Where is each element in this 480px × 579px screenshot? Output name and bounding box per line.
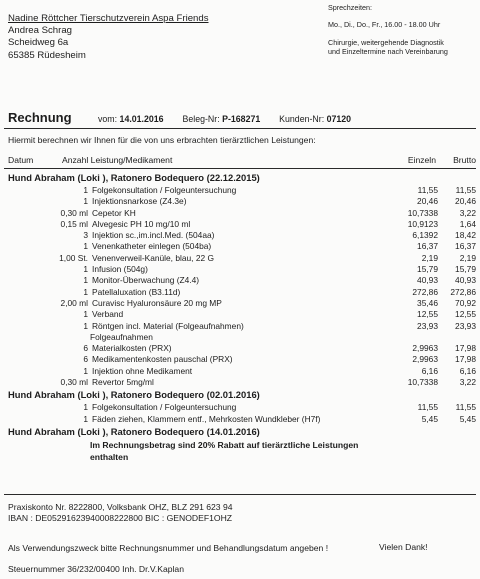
- line-item-single: 10,9123: [407, 218, 438, 229]
- bank-details: [8, 502, 233, 524]
- line-item-qty: 1,00 St.: [59, 252, 88, 263]
- line-item: [8, 219, 476, 230]
- line-item: [8, 287, 476, 298]
- office-hours-times: Mo., Di., Do., Fr., 16.00 - 18.00 Uhr: [328, 20, 441, 30]
- line-item-single: 272,86: [412, 286, 438, 297]
- line-item-total: 1,64: [459, 218, 476, 229]
- line-item: [8, 309, 476, 320]
- customer-label: Kunden-Nr:: [279, 114, 325, 124]
- line-item-qty: 0,30 ml: [60, 377, 88, 388]
- line-item-desc: Folgekonsultation / Folgeuntersuchung: [92, 185, 237, 195]
- line-item-desc: Monitor-Überwachung (Z4.4): [92, 275, 200, 286]
- line-item: [8, 321, 476, 332]
- line-item-desc: Folgeaufnahmen: [90, 331, 153, 342]
- line-item-qty: 1: [83, 286, 88, 297]
- date-value: 14.01.2016: [119, 114, 164, 124]
- intro-text: Hiermit berechnen wir Ihnen für die von uns erbrachten tierärztlichen Leistungen:: [8, 135, 316, 145]
- line-item-qty: 1: [83, 196, 88, 207]
- line-item-single: 6,1392: [412, 230, 438, 241]
- line-item: [8, 366, 476, 377]
- col-date: Datum: [8, 155, 34, 165]
- line-item-single: 40,93: [417, 275, 438, 286]
- line-item-total: 12,55: [455, 309, 476, 320]
- office-hours: [328, 3, 476, 57]
- office-note: Chirurgie, weitergehende Diagnostik: [328, 37, 444, 47]
- address-line: 65385 Rüdesheim: [8, 49, 86, 61]
- line-item-desc: Venenverweil-Kanüle, blau, 22 G: [92, 252, 214, 263]
- column-headers: [8, 156, 476, 167]
- line-item-qty: 2,00 ml: [60, 297, 88, 308]
- line-item: [8, 241, 476, 252]
- invoice-header: [8, 111, 476, 126]
- line-item: [8, 275, 476, 286]
- line-item-total: 15,79: [455, 264, 476, 275]
- line-item-total: 70,92: [455, 297, 476, 308]
- line-item-single: 35,46: [417, 297, 438, 308]
- line-item-total: 40,93: [455, 275, 476, 286]
- line-item-total: 2,19: [459, 252, 476, 263]
- address-line: Scheidweg 6a: [8, 37, 69, 49]
- col-total: Brutto: [453, 155, 476, 165]
- line-item-single: 10,7338: [407, 377, 438, 388]
- positions-list: [8, 171, 476, 463]
- office-note: und Einzeltermine nach Vereinbarung: [328, 47, 448, 57]
- line-item: [8, 343, 476, 354]
- line-item-qty: 0,15 ml: [60, 218, 88, 229]
- line-item-desc: Revertor 5mg/ml: [92, 377, 154, 388]
- line-item-desc: Alvegesic PH 10 mg/10 ml: [92, 218, 191, 229]
- line-item: [8, 230, 476, 241]
- line-item-qty: 1: [83, 241, 88, 252]
- line-item-single: 6,16: [421, 365, 438, 376]
- line-item-qty: 1: [83, 402, 88, 413]
- line-item-qty: 6: [83, 354, 88, 365]
- line-item: [8, 185, 476, 196]
- line-item-desc: Curavisc Hyaluronsäure 20 mg MP: [92, 297, 222, 308]
- line-item-desc: Injektion ohne Medikament: [92, 365, 193, 376]
- line-item-qty: 3: [83, 230, 88, 241]
- tax-number: Steuernummer 36/232/00400 Inh. Dr.V.Kaplan: [8, 564, 184, 574]
- section-heading: Hund Abraham (Loki ), Ratonero Bodequero (22.12.2015): [8, 172, 260, 183]
- line-item-single: 2,19: [421, 252, 438, 263]
- line-item-desc: Folgekonsultation / Folgeuntersuchung: [92, 402, 237, 413]
- line-item-desc: Fäden ziehen, Klammern entf., Mehrkosten Wundkleber (H7f): [92, 413, 321, 424]
- line-item-qty: 0,30 ml: [60, 207, 88, 218]
- bank-line: IBAN : DE05291623940008222800 BIC : GENODEF1OHZ: [8, 513, 233, 523]
- invoice-title: Rechnung: [8, 110, 72, 125]
- line-item: [8, 298, 476, 309]
- line-item-qty: 1: [83, 365, 88, 376]
- line-item-single: 15,79: [417, 264, 438, 275]
- date-label: vom:: [98, 114, 118, 124]
- bank-line: Praxiskonto Nr. 8222800, Volksbank OHZ, BLZ 291 623 94: [8, 502, 233, 512]
- line-item-single: 2,9963: [412, 354, 438, 365]
- line-item-desc: Materialkosten (PRX): [92, 343, 172, 354]
- line-item-single: 23,93: [417, 320, 438, 331]
- line-item-qty: 1: [83, 185, 88, 195]
- line-item-single: 20,46: [417, 196, 438, 207]
- line-item: [8, 332, 476, 343]
- line-item-desc: Cepetor KH: [92, 207, 136, 218]
- line-item-desc: Verband: [92, 309, 124, 320]
- line-item-total: 11,55: [455, 185, 476, 195]
- line-item-total: 6,16: [459, 365, 476, 376]
- line-item: [8, 414, 476, 425]
- line-item-desc: Infusion (504g): [92, 264, 148, 275]
- line-item: [8, 264, 476, 275]
- header-divider: [4, 128, 476, 129]
- line-item: [8, 402, 476, 413]
- section-heading: Hund Abraham (Loki ), Ratonero Bodequero (14.01.2016): [8, 425, 260, 437]
- line-item-single: 11,55: [417, 185, 438, 195]
- line-item-desc: Injektionsnarkose (Z4.3e): [92, 196, 187, 207]
- line-item-single: 10,7338: [407, 207, 438, 218]
- line-item-single: 12,55: [417, 309, 438, 320]
- line-item-total: 23,93: [455, 320, 476, 331]
- line-item-single: 5,45: [421, 413, 438, 424]
- discount-note: Im Rechnungsbetrag sind 20% Rabatt auf tierärztliche Leistungen enthalten: [90, 439, 359, 462]
- sender-line: Nadine Röttcher Tierschutzverein Aspa Friends: [8, 13, 209, 24]
- customer-value: 07120: [326, 114, 352, 124]
- col-single: Einzeln: [407, 155, 436, 165]
- receipt-value: P-168271: [222, 114, 261, 124]
- address-line: Andrea Schrag: [8, 25, 72, 37]
- line-item-desc: Venenkatheter einlegen (504ba): [92, 241, 212, 252]
- col-item: Anzahl Leistung/Medikament: [62, 155, 173, 165]
- line-item-desc: Patellaluxation (B3.11d): [92, 286, 181, 297]
- receipt-label: Beleg-Nr:: [182, 114, 220, 124]
- line-item-total: 272,86: [450, 286, 476, 297]
- line-item-qty: 1: [83, 309, 88, 320]
- recipient-address: [8, 13, 209, 62]
- footer-divider: [4, 494, 476, 495]
- line-item-desc: Röntgen incl. Material (Folgeaufnahmen): [92, 320, 244, 331]
- thanks-text: Vielen Dank!: [379, 542, 428, 552]
- line-item-qty: 1: [83, 264, 88, 275]
- line-item-desc: Medikamentenkosten pauschal (PRX): [92, 354, 233, 365]
- line-item: [8, 208, 476, 219]
- line-item-single: 11,55: [417, 402, 438, 413]
- line-item-qty: 1: [83, 413, 88, 424]
- line-item-total: 11,55: [455, 402, 476, 413]
- line-item-qty: 6: [83, 343, 88, 354]
- line-item: [8, 377, 476, 388]
- line-item-qty: 1: [83, 275, 88, 286]
- line-item-total: 18,42: [455, 230, 476, 241]
- line-item: [8, 253, 476, 264]
- line-item-qty: 1: [83, 320, 88, 331]
- column-divider: [4, 168, 476, 169]
- line-item-total: 5,45: [459, 413, 476, 424]
- line-item-single: 16,37: [417, 241, 438, 252]
- line-item-total: 16,37: [455, 241, 476, 252]
- office-hours-heading: Sprechzeiten:: [328, 3, 372, 12]
- line-item-total: 17,98: [455, 354, 476, 365]
- line-item-single: 2,9963: [412, 343, 438, 354]
- section-heading: Hund Abraham (Loki ), Ratonero Bodequero (02.01.2016): [8, 389, 260, 401]
- line-item-total: 3,22: [459, 377, 476, 388]
- line-item-total: 17,98: [455, 343, 476, 354]
- payment-purpose: Als Verwendungszweck bitte Rechnungsnummer und Behandlungsdatum angeben !: [8, 543, 329, 553]
- line-item: [8, 196, 476, 207]
- line-item-total: 20,46: [455, 196, 476, 207]
- line-item: [8, 354, 476, 365]
- line-item-desc: Injektion sc.,im.incl.Med. (504aa): [92, 230, 215, 241]
- line-item-total: 3,22: [459, 207, 476, 218]
